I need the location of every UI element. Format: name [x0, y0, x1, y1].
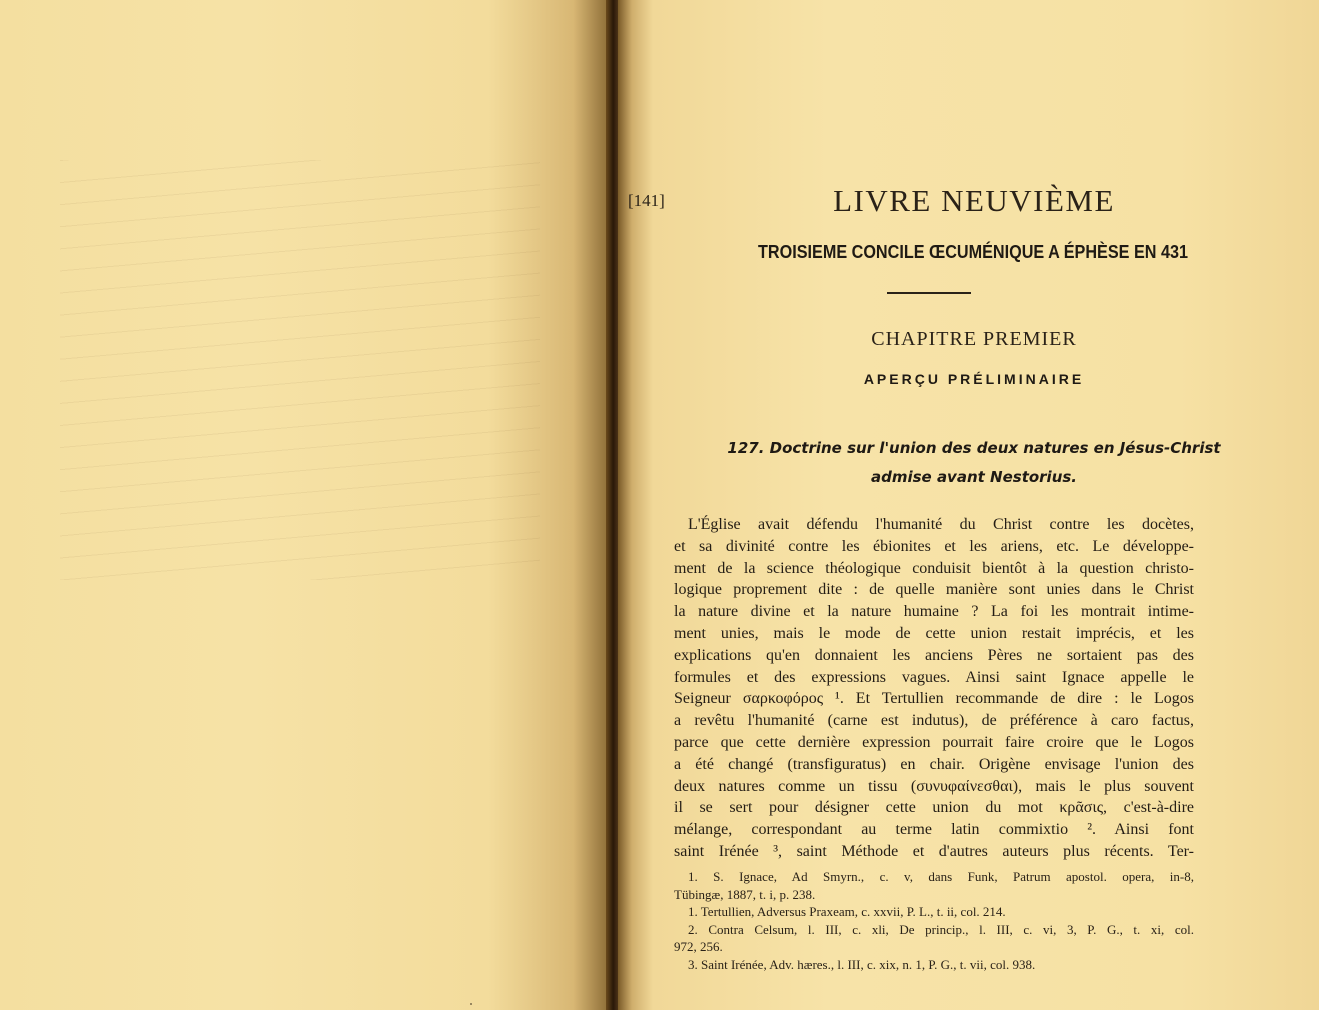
chapter-title: CHAPITRE PREMIER: [871, 328, 1077, 350]
page-number: [141]: [628, 191, 665, 210]
body-line: parce que cette dernière expression pourrait faire croire que le Logos: [674, 733, 1194, 751]
body-line: a revêtu l'humanité (carne est indutus), de préférence à caro factus,: [674, 712, 1194, 730]
footnotes: [674, 868, 1194, 974]
paper-speck: [470, 1003, 472, 1005]
bleed-through-texture: [60, 160, 540, 580]
body-line: et sa divinité contre les ébionites et les ariens, etc. Le développe-: [674, 537, 1194, 555]
left-page-blank: [0, 0, 610, 1010]
body-line: mélange, correspondant au terme latin commixtio ². Ainsi font: [674, 821, 1194, 839]
footnote-line: 2. Contra Celsum, l. III, c. xli, De princip., l. III, c. vi, 3, P. G., t. xi, col.: [688, 921, 1194, 937]
body-line: saint Irénée ³, saint Méthode et d'autres auteurs plus récents. Ter-: [674, 842, 1194, 860]
body-line: ment de la science théologique conduisit bientôt à la question christo-: [674, 559, 1194, 577]
section-heading-line-1: 127. Doctrine sur l'union des deux natures en Jésus-Christ: [727, 439, 1221, 457]
body-text: [674, 514, 1194, 863]
body-line: L'Église avait défendu l'humanité du Christ contre les docètes,: [688, 516, 1194, 533]
body-line: ment unies, mais le mode de cette union restait imprécis, et les: [674, 624, 1194, 642]
body-line: la nature divine et la nature humaine ? La foi les montrait intime-: [674, 603, 1194, 621]
section-heading-line-2: admise avant Nestorius.: [870, 468, 1078, 486]
right-page: [618, 0, 1319, 1010]
title-rule: [887, 292, 971, 294]
body-line: formules et des expressions vagues. Ainsi saint Ignace appelle le: [674, 668, 1194, 686]
body-line: a été changé (transfiguratus) en chair. Origène envisage l'union des: [674, 755, 1194, 773]
footnote-line: 1. Tertullien, Adversus Praxeam, c. xxvii, P. L., t. ii, col. 214.: [688, 904, 1006, 920]
footnote-line: 1. S. Ignace, Ad Smyrn., c. v, dans Funk, Patrum apostol. opera, in-8,: [688, 869, 1194, 884]
body-line: deux natures comme un tissu (συνυφαίνεσθαι), mais le plus souvent: [674, 777, 1194, 795]
book-title: LIVRE NEUVIÈME: [833, 183, 1115, 218]
book-subtitle: TROISIEME CONCILE ŒCUMÉNIQUE A ÉPHÈSE EN 431: [758, 242, 1188, 262]
body-line: Seigneur σαρκοφόρος ¹. Et Tertullien recommande de dire : le Logos: [674, 690, 1194, 708]
footnote-line: 3. Saint Irénée, Adv. hæres., l. III, c. xix, n. 1, P. G., t. vii, col. 938.: [688, 956, 1036, 972]
footnote-line: Tübingæ, 1887, t. i, p. 238.: [674, 886, 816, 902]
chapter-subtitle: APERÇU PRÉLIMINAIRE: [863, 371, 1085, 387]
footnote-line: 972, 256.: [674, 939, 723, 955]
body-line: il se sert pour désigner cette union du mot κρᾶσις, c'est-à-dire: [674, 799, 1194, 817]
body-line: logique proprement dite : de quelle manière sont unies dans le Christ: [674, 581, 1194, 599]
body-line: explications qu'en donnaient les anciens Pères ne sortaient pas des: [674, 646, 1194, 664]
